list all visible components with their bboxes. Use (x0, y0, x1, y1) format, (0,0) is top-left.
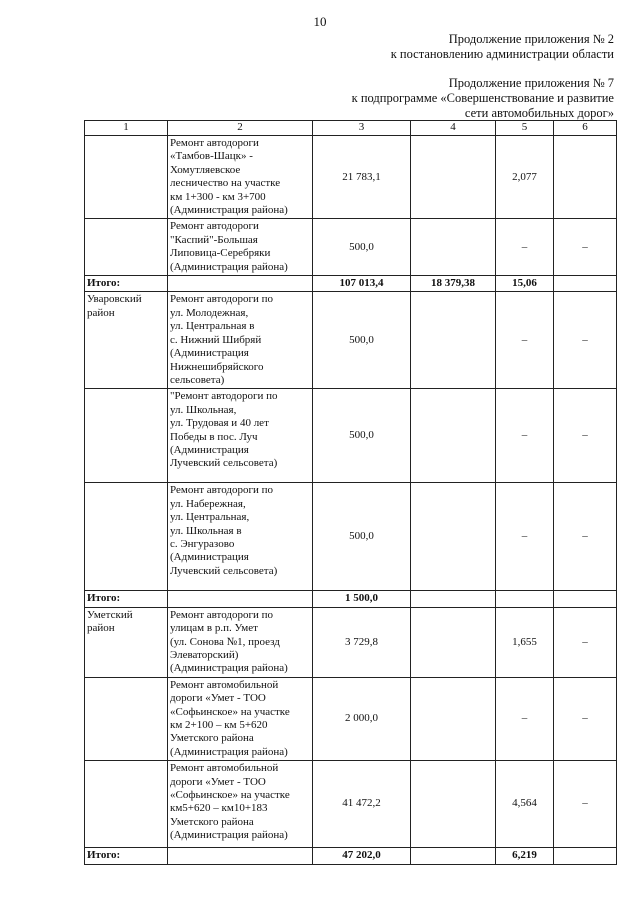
value-col5-cell: 1,655 (496, 607, 554, 677)
appendix-header-7-line3: сети автомобильных дорог» (464, 106, 614, 120)
table-row (85, 136, 617, 219)
appendix-header-2 (391, 32, 614, 62)
amount-col3-cell: 1 500,0 (313, 591, 411, 607)
column-header-1: 1 (85, 121, 168, 136)
amount-col4-cell (411, 761, 496, 848)
value-col5-cell: 6,219 (496, 848, 554, 864)
amount-col3-cell: 500,0 (313, 389, 411, 483)
amount-col3-cell: 3 729,8 (313, 607, 411, 677)
value-col5-cell (496, 591, 554, 607)
appendix-header-7 (352, 76, 614, 121)
district-cell: Итого: (85, 591, 168, 607)
appendix-header-7-line2: к подпрограмме «Совершенствование и развитие (351, 91, 614, 105)
district-cell (85, 219, 168, 276)
district-cell (85, 483, 168, 591)
amount-col3-cell: 500,0 (313, 292, 411, 389)
work-description-cell: Ремонт автомобильной дороги «Умет - ТОО «Софьинское» на участке км5+620 – км10+183 Уметского района (Администрация района) (168, 761, 313, 848)
amount-col3-cell: 47 202,0 (313, 848, 411, 864)
amount-col3-cell: 2 000,0 (313, 677, 411, 760)
table-row (85, 389, 617, 483)
district-cell: Уваровский район (85, 292, 168, 389)
value-col6-cell (554, 136, 617, 219)
work-description-cell: Ремонт автодороги по ул. Набережная, ул. Центральная, ул. Школьная в с. Энгуразово (Администрация Лучевский сельсовета) (168, 483, 313, 591)
amount-col3-cell: 41 472,2 (313, 761, 411, 848)
table-body (85, 136, 617, 865)
table-row (85, 483, 617, 591)
value-col5-cell: 2,077 (496, 136, 554, 219)
district-cell (85, 389, 168, 483)
table-row (85, 219, 617, 276)
appendix-header-7-line1: Продолжение приложения № 7 (448, 76, 614, 90)
district-cell (85, 761, 168, 848)
value-col6-cell (554, 591, 617, 607)
amount-col4-cell (411, 607, 496, 677)
district-cell: Итого: (85, 276, 168, 292)
value-col5-cell: 15,06 (496, 276, 554, 292)
amount-col4-cell (411, 292, 496, 389)
value-col6-cell (554, 848, 617, 864)
total-row (85, 276, 617, 292)
work-description-cell (168, 591, 313, 607)
work-description-cell (168, 276, 313, 292)
amount-col4-cell (411, 591, 496, 607)
table-row (85, 292, 617, 389)
amount-col3-cell: 500,0 (313, 219, 411, 276)
district-cell (85, 677, 168, 760)
amount-col4-cell (411, 219, 496, 276)
work-description-cell: Ремонт автодороги «Тамбов-Шацк» - Хомутляевское лесничество на участке км 1+300 - км 3+700 (Администрация района) (168, 136, 313, 219)
amount-col4-cell (411, 848, 496, 864)
work-description-cell: Ремонт автодороги по ул. Молодежная, ул. Центральная в с. Нижний Шибряй (Администрация Нижнешибряйского сельсовета) (168, 292, 313, 389)
value-col5-cell: – (496, 389, 554, 483)
amount-col4-cell (411, 136, 496, 219)
column-header-2: 2 (168, 121, 313, 136)
amount-col4-cell (411, 483, 496, 591)
value-col6-cell: – (554, 483, 617, 591)
table-row (85, 677, 617, 760)
amount-col3-cell: 21 783,1 (313, 136, 411, 219)
value-col6-cell: – (554, 219, 617, 276)
work-description-cell: "Ремонт автодороги по ул. Школьная, ул. Трудовая и 40 лет Победы в пос. Луч (Администрация Лучевский сельсовета) (168, 389, 313, 483)
column-header-3: 3 (313, 121, 411, 136)
table-row (85, 761, 617, 848)
value-col5-cell: 4,564 (496, 761, 554, 848)
amount-col3-cell: 107 013,4 (313, 276, 411, 292)
work-description-cell (168, 848, 313, 864)
value-col5-cell: – (496, 483, 554, 591)
work-description-cell: Ремонт автомобильной дороги «Умет - ТОО «Софьинское» на участке км 2+100 – км 5+620 Уметского района (Администрация района) (168, 677, 313, 760)
column-header-4: 4 (411, 121, 496, 136)
amount-col3-cell: 500,0 (313, 483, 411, 591)
column-header-6: 6 (554, 121, 617, 136)
column-number-row (85, 121, 617, 136)
appendix-header-2-line2: к постановлению администрации области (390, 47, 614, 61)
value-col5-cell: – (496, 219, 554, 276)
value-col6-cell: – (554, 761, 617, 848)
amount-col4-cell (411, 389, 496, 483)
value-col6-cell: – (554, 389, 617, 483)
total-row (85, 591, 617, 607)
value-col5-cell: – (496, 677, 554, 760)
value-col6-cell: – (554, 677, 617, 760)
value-col6-cell: – (554, 607, 617, 677)
appendix-header-2-line1: Продолжение приложения № 2 (448, 32, 614, 46)
value-col6-cell (554, 276, 617, 292)
amount-col4-cell (411, 677, 496, 760)
district-cell: Итого: (85, 848, 168, 864)
program-table (84, 120, 617, 865)
table-row (85, 607, 617, 677)
district-cell: Уметский район (85, 607, 168, 677)
work-description-cell: Ремонт автодороги по улицам в р.п. Умет (ул. Сонова №1, проезд Элеваторский) (Администрация района) (168, 607, 313, 677)
total-row (85, 848, 617, 864)
value-col6-cell: – (554, 292, 617, 389)
work-description-cell: Ремонт автодороги "Каспий"-Большая Липовица-Серебряки (Администрация района) (168, 219, 313, 276)
district-cell (85, 136, 168, 219)
column-header-5: 5 (496, 121, 554, 136)
page-number: 10 (313, 14, 327, 29)
amount-col4-cell: 18 379,38 (411, 276, 496, 292)
value-col5-cell: – (496, 292, 554, 389)
